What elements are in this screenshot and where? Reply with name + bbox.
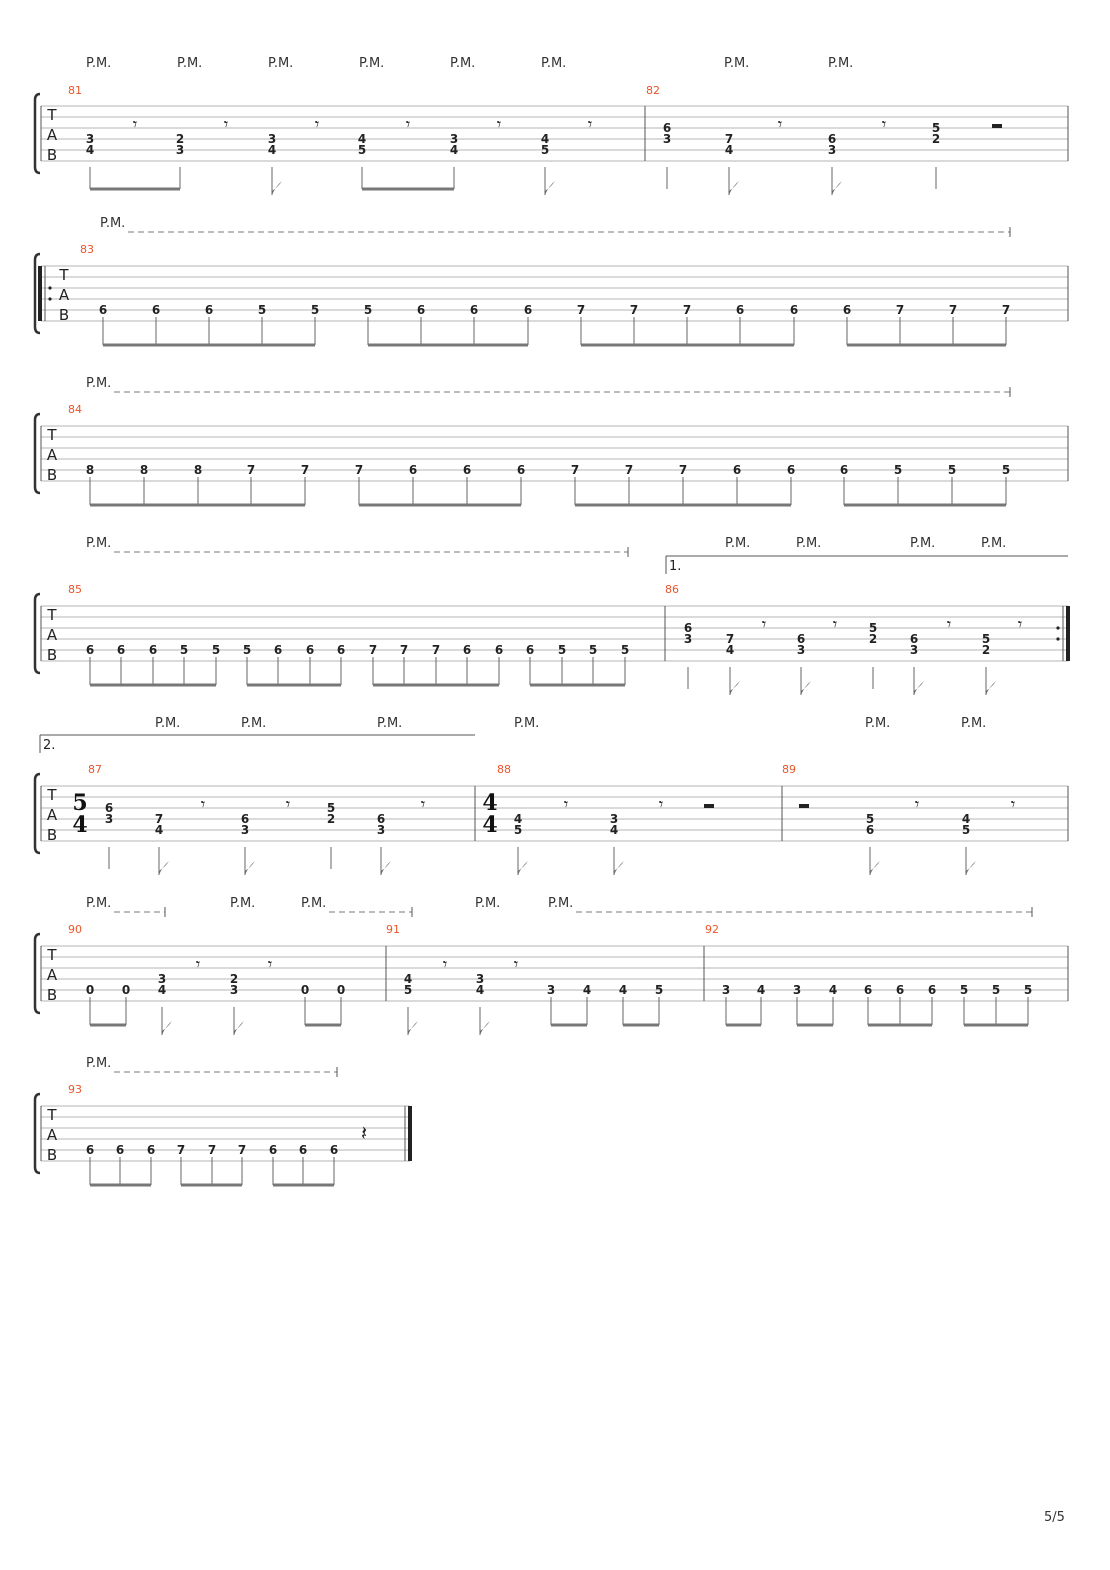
- eighth-rest: 𝄾: [442, 955, 448, 975]
- eighth-note-flag: [162, 1021, 172, 1035]
- fret-number: 3: [240, 823, 250, 837]
- tab-letter-t: T: [47, 1106, 57, 1124]
- eighth-rest: 𝄾: [777, 115, 783, 135]
- tab-letter-a: A: [46, 446, 58, 464]
- eighth-note-flag: [480, 1021, 490, 1035]
- eighth-rest: 𝄾: [946, 615, 952, 635]
- fret-number: 6: [462, 643, 472, 657]
- fret-number: 3: [683, 632, 693, 646]
- eighth-rest: 𝄾: [285, 795, 291, 815]
- eighth-note-flag: [986, 681, 996, 695]
- fret-number: 6: [863, 983, 873, 997]
- eighth-rest: 𝄾: [513, 955, 519, 975]
- eighth-note-flag: [870, 861, 880, 875]
- fret-number: 6: [408, 463, 418, 477]
- eighth-note-flag: [966, 861, 976, 875]
- fret-number: 5: [557, 643, 567, 657]
- palm-mute-marking: P.M.: [961, 716, 987, 731]
- fret-number: 8: [139, 463, 149, 477]
- tab-letter-a: A: [46, 1126, 58, 1144]
- fret-number: 7: [948, 303, 958, 317]
- fret-number: 2: [175, 132, 185, 146]
- eighth-note-flag: [245, 861, 255, 875]
- measure-number: 89: [782, 763, 796, 776]
- system-bracket: [35, 1094, 40, 1173]
- repeat-dot: [1056, 637, 1059, 640]
- volta-label: 2.: [43, 738, 56, 753]
- fret-number: 8: [85, 463, 95, 477]
- fret-number: 3: [449, 132, 459, 146]
- system-bracket: [35, 774, 40, 853]
- fret-number: 5: [326, 801, 336, 815]
- fret-number: 6: [98, 303, 108, 317]
- fret-number: 4: [961, 812, 971, 826]
- fret-number: 6: [268, 1143, 278, 1157]
- system-bracket: [35, 94, 40, 173]
- palm-mute-marking: P.M.: [241, 716, 267, 731]
- tab-letter-a: A: [46, 966, 58, 984]
- fret-number: 6: [151, 303, 161, 317]
- palm-mute-marking: P.M.: [155, 716, 181, 731]
- fret-number: 6: [146, 1143, 156, 1157]
- fret-number: 6: [376, 812, 386, 826]
- eighth-note-flag: [408, 1021, 418, 1035]
- fret-number: 6: [895, 983, 905, 997]
- eighth-rest: 𝄾: [223, 115, 229, 135]
- fret-number: 4: [513, 812, 523, 826]
- fret-number: 3: [909, 643, 919, 657]
- fret-number: 7: [1001, 303, 1011, 317]
- fret-number: 6: [865, 823, 875, 837]
- eighth-rest: 𝄾: [200, 795, 206, 815]
- eighth-rest: 𝄾: [267, 955, 273, 975]
- fret-number: 7: [431, 643, 441, 657]
- fret-number: 5: [363, 303, 373, 317]
- fret-number: 3: [546, 983, 556, 997]
- fret-number: 3: [609, 812, 619, 826]
- eighth-rest: 𝄾: [658, 795, 664, 815]
- tab-letter-a: A: [46, 126, 58, 144]
- fret-number: 6: [927, 983, 937, 997]
- fret-number: 4: [85, 143, 95, 157]
- fret-number: 6: [298, 1143, 308, 1157]
- fret-number: 6: [204, 303, 214, 317]
- half-rest: [992, 124, 1002, 128]
- eighth-rest: 𝄾: [1010, 795, 1016, 815]
- fret-number: 6: [416, 303, 426, 317]
- fret-number: 4: [357, 132, 367, 146]
- eighth-rest: 𝄾: [405, 115, 411, 135]
- fret-number: 7: [570, 463, 580, 477]
- palm-mute-marking: P.M.: [514, 716, 540, 731]
- eighth-rest: 𝄾: [587, 115, 593, 135]
- tab-letter-t: T: [47, 426, 57, 444]
- fret-number: 6: [148, 643, 158, 657]
- fret-number: 3: [104, 812, 114, 826]
- fret-number: 3: [376, 823, 386, 837]
- fret-number: 6: [85, 1143, 95, 1157]
- fret-number: 3: [721, 983, 731, 997]
- fret-number: 6: [735, 303, 745, 317]
- repeat-end-thick-bar: [1066, 606, 1070, 661]
- fret-number: 0: [300, 983, 310, 997]
- repeat-dot: [48, 286, 51, 289]
- fret-number: 6: [115, 1143, 125, 1157]
- tab-letter-b: B: [46, 646, 58, 664]
- palm-mute-marking: P.M.: [230, 896, 256, 911]
- fret-number: 8: [193, 463, 203, 477]
- fret-number: 7: [725, 632, 735, 646]
- measure-number: 85: [68, 583, 82, 596]
- fret-number: 5: [257, 303, 267, 317]
- fret-number: 7: [682, 303, 692, 317]
- system-bracket: [35, 594, 40, 673]
- fret-number: 6: [494, 643, 504, 657]
- fret-number: 6: [240, 812, 250, 826]
- fret-number: 5: [1001, 463, 1011, 477]
- fret-number: 5: [540, 143, 550, 157]
- fret-number: 3: [267, 132, 277, 146]
- fret-number: 7: [368, 643, 378, 657]
- eighth-rest: 𝄾: [1017, 615, 1023, 635]
- fret-number: 7: [895, 303, 905, 317]
- palm-mute-marking: P.M.: [86, 56, 112, 71]
- fret-number: 5: [865, 812, 875, 826]
- palm-mute-marking: P.M.: [86, 376, 112, 391]
- fret-number: 7: [176, 1143, 186, 1157]
- time-signature-denominator: 4: [72, 812, 88, 838]
- palm-mute-marking: P.M.: [796, 536, 822, 551]
- measure-number: 92: [705, 923, 719, 936]
- tab-letter-t: T: [59, 266, 69, 284]
- palm-mute-marking: P.M.: [100, 216, 126, 231]
- fret-number: 4: [724, 143, 734, 157]
- palm-mute-marking: P.M.: [725, 536, 751, 551]
- tab-letter-t: T: [47, 106, 57, 124]
- fret-number: 7: [678, 463, 688, 477]
- fret-number: 5: [310, 303, 320, 317]
- fret-number: 5: [403, 983, 413, 997]
- palm-mute-marking: P.M.: [377, 716, 403, 731]
- fret-number: 6: [662, 121, 672, 135]
- fret-number: 0: [85, 983, 95, 997]
- palm-mute-marking: P.M.: [828, 56, 854, 71]
- fret-number: 7: [624, 463, 634, 477]
- tab-letter-b: B: [46, 986, 58, 1004]
- eighth-note-flag: [159, 861, 169, 875]
- fret-number: 5: [961, 823, 971, 837]
- fret-number: 5: [931, 121, 941, 135]
- fret-number: 5: [620, 643, 630, 657]
- fret-number: 4: [618, 983, 628, 997]
- fret-number: 4: [540, 132, 550, 146]
- fret-number: 5: [947, 463, 957, 477]
- tab-letter-b: B: [46, 466, 58, 484]
- measure-number: 84: [68, 403, 82, 416]
- measure-number: 91: [386, 923, 400, 936]
- repeat-dot: [48, 297, 51, 300]
- eighth-rest: 𝄾: [563, 795, 569, 815]
- tab-letter-a: A: [58, 286, 70, 304]
- fret-number: 6: [462, 463, 472, 477]
- measure-number: 82: [646, 84, 660, 97]
- eighth-note-flag: [234, 1021, 244, 1035]
- palm-mute-marking: P.M.: [475, 896, 501, 911]
- fret-number: 7: [576, 303, 586, 317]
- fret-number: 2: [931, 132, 941, 146]
- tab-letter-t: T: [47, 946, 57, 964]
- eighth-note-flag: [381, 861, 391, 875]
- tab-letter-t: T: [47, 606, 57, 624]
- palm-mute-marking: P.M.: [86, 1056, 112, 1071]
- fret-number: 6: [516, 463, 526, 477]
- fret-number: 4: [609, 823, 619, 837]
- palm-mute-marking: P.M.: [724, 56, 750, 71]
- fret-number: 6: [789, 303, 799, 317]
- fret-number: 5: [654, 983, 664, 997]
- eighth-rest: 𝄾: [761, 615, 767, 635]
- eighth-rest: 𝄾: [496, 115, 502, 135]
- palm-mute-marking: P.M.: [177, 56, 203, 71]
- fret-number: 4: [582, 983, 592, 997]
- palm-mute-marking: P.M.: [86, 896, 112, 911]
- fret-number: 3: [157, 972, 167, 986]
- fret-number: 0: [121, 983, 131, 997]
- fret-number: 6: [469, 303, 479, 317]
- fret-number: 2: [326, 812, 336, 826]
- fret-number: 5: [513, 823, 523, 837]
- fret-number: 7: [399, 643, 409, 657]
- fret-number: 6: [842, 303, 852, 317]
- palm-mute-marking: P.M.: [981, 536, 1007, 551]
- fret-number: 0: [336, 983, 346, 997]
- fret-number: 5: [588, 643, 598, 657]
- fret-number: 7: [300, 463, 310, 477]
- system-bracket: [35, 414, 40, 493]
- fret-number: 6: [104, 801, 114, 815]
- fret-number: 4: [267, 143, 277, 157]
- eighth-note-flag: [545, 181, 555, 195]
- tab-letter-b: B: [58, 306, 70, 324]
- fret-number: 4: [157, 983, 167, 997]
- palm-mute-marking: P.M.: [541, 56, 567, 71]
- fret-number: 4: [828, 983, 838, 997]
- eighth-note-flag: [272, 181, 282, 195]
- palm-mute-marking: P.M.: [450, 56, 476, 71]
- eighth-note-flag: [614, 861, 624, 875]
- fret-number: 5: [357, 143, 367, 157]
- half-rest: [799, 804, 809, 808]
- eighth-note-flag: [914, 681, 924, 695]
- repeat-start-thick-bar: [38, 266, 42, 321]
- fret-number: 7: [724, 132, 734, 146]
- palm-mute-marking: P.M.: [86, 536, 112, 551]
- fret-number: 6: [305, 643, 315, 657]
- fret-number: 5: [1023, 983, 1033, 997]
- fret-number: 5: [211, 643, 221, 657]
- fret-number: 5: [959, 983, 969, 997]
- fret-number: 6: [273, 643, 283, 657]
- eighth-rest: 𝄾: [314, 115, 320, 135]
- fret-number: 3: [475, 972, 485, 986]
- eighth-note-flag: [518, 861, 528, 875]
- fret-number: 2: [981, 643, 991, 657]
- half-rest: [704, 804, 714, 808]
- palm-mute-marking: P.M.: [359, 56, 385, 71]
- measure-number: 81: [68, 84, 82, 97]
- fret-number: 6: [827, 132, 837, 146]
- tab-letter-a: A: [46, 806, 58, 824]
- final-thick-bar: [408, 1106, 412, 1161]
- fret-number: 6: [909, 632, 919, 646]
- fret-number: 6: [732, 463, 742, 477]
- tab-letter-b: B: [46, 146, 58, 164]
- time-signature-numerator: 4: [482, 790, 498, 816]
- fret-number: 6: [116, 643, 126, 657]
- eighth-rest: 𝄾: [420, 795, 426, 815]
- fret-number: 7: [629, 303, 639, 317]
- fret-number: 7: [237, 1143, 247, 1157]
- volta-label: 1.: [669, 559, 682, 574]
- fret-number: 3: [796, 643, 806, 657]
- fret-number: 4: [154, 823, 164, 837]
- tab-letter-a: A: [46, 626, 58, 644]
- fret-number: 7: [354, 463, 364, 477]
- fret-number: 6: [786, 463, 796, 477]
- tab-letter-b: B: [46, 1146, 58, 1164]
- eighth-note-flag: [832, 181, 842, 195]
- system-bracket: [35, 934, 40, 1013]
- repeat-dot: [1056, 626, 1059, 629]
- fret-number: 5: [179, 643, 189, 657]
- fret-number: 6: [839, 463, 849, 477]
- palm-mute-marking: P.M.: [301, 896, 327, 911]
- palm-mute-marking: P.M.: [548, 896, 574, 911]
- fret-number: 6: [336, 643, 346, 657]
- fret-number: 5: [242, 643, 252, 657]
- fret-number: 3: [229, 983, 239, 997]
- fret-number: 7: [154, 812, 164, 826]
- eighth-note-flag: [801, 681, 811, 695]
- eighth-rest: 𝄾: [914, 795, 920, 815]
- fret-number: 5: [893, 463, 903, 477]
- fret-number: 5: [868, 621, 878, 635]
- measure-number: 87: [88, 763, 102, 776]
- fret-number: 2: [229, 972, 239, 986]
- tab-letter-b: B: [46, 826, 58, 844]
- palm-mute-marking: P.M.: [910, 536, 936, 551]
- eighth-rest: 𝄾: [881, 115, 887, 135]
- fret-number: 6: [525, 643, 535, 657]
- quarter-rest: 𝄽: [360, 1121, 368, 1145]
- fret-number: 4: [475, 983, 485, 997]
- fret-number: 4: [725, 643, 735, 657]
- fret-number: 6: [85, 643, 95, 657]
- fret-number: 5: [991, 983, 1001, 997]
- page-number: 5/5: [1044, 1510, 1065, 1525]
- fret-number: 7: [246, 463, 256, 477]
- measure-number: 88: [497, 763, 511, 776]
- fret-number: 6: [523, 303, 533, 317]
- fret-number: 4: [756, 983, 766, 997]
- fret-number: 3: [85, 132, 95, 146]
- fret-number: 2: [868, 632, 878, 646]
- measure-number: 86: [665, 583, 679, 596]
- measure-number: 90: [68, 923, 82, 936]
- fret-number: 6: [796, 632, 806, 646]
- fret-number: 7: [207, 1143, 217, 1157]
- time-signature-numerator: 5: [72, 790, 88, 816]
- fret-number: 3: [662, 132, 672, 146]
- fret-number: 3: [827, 143, 837, 157]
- fret-number: 4: [403, 972, 413, 986]
- measure-number: 83: [80, 243, 94, 256]
- eighth-note-flag: [729, 181, 739, 195]
- time-signature-denominator: 4: [482, 812, 498, 838]
- fret-number: 3: [792, 983, 802, 997]
- eighth-rest: 𝄾: [132, 115, 138, 135]
- measure-number: 93: [68, 1083, 82, 1096]
- fret-number: 4: [449, 143, 459, 157]
- fret-number: 3: [175, 143, 185, 157]
- eighth-rest: 𝄾: [195, 955, 201, 975]
- fret-number: 6: [683, 621, 693, 635]
- fret-number: 5: [981, 632, 991, 646]
- palm-mute-marking: P.M.: [865, 716, 891, 731]
- tab-letter-t: T: [47, 786, 57, 804]
- palm-mute-marking: P.M.: [268, 56, 294, 71]
- fret-number: 6: [329, 1143, 339, 1157]
- eighth-rest: 𝄾: [832, 615, 838, 635]
- eighth-note-flag: [730, 681, 740, 695]
